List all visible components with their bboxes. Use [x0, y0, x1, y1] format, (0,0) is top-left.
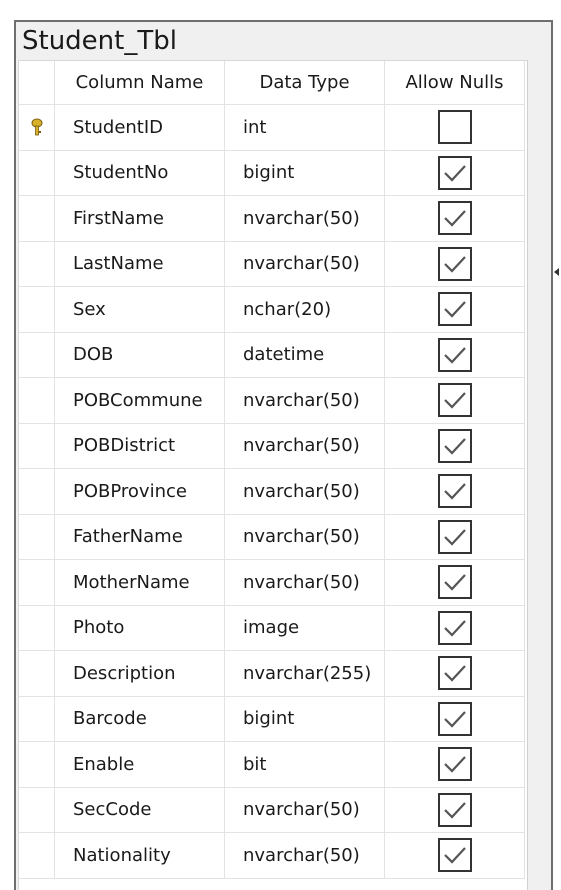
row-selector[interactable]: [19, 742, 55, 788]
column-name-cell[interactable]: Photo: [55, 606, 225, 652]
allow-nulls-checkbox[interactable]: [438, 565, 472, 599]
allow-nulls-checkbox[interactable]: [438, 338, 472, 372]
grid-body: [19, 105, 527, 879]
row-selector[interactable]: [19, 515, 55, 561]
column-name-cell[interactable]: POBProvince: [55, 469, 225, 515]
table-row[interactable]: [19, 697, 527, 743]
column-name-cell[interactable]: FirstName: [55, 196, 225, 242]
allow-nulls-checkbox[interactable]: [438, 474, 472, 508]
allow-nulls-cell: [385, 105, 525, 151]
data-type-cell[interactable]: int: [225, 105, 385, 151]
table-row[interactable]: [19, 378, 527, 424]
allow-nulls-cell: [385, 242, 525, 288]
checkmark-icon: [441, 477, 469, 505]
table-row[interactable]: [19, 196, 527, 242]
column-name-cell[interactable]: DOB: [55, 333, 225, 379]
data-type-cell[interactable]: nvarchar(50): [225, 833, 385, 879]
data-type-cell[interactable]: bit: [225, 742, 385, 788]
data-type-cell[interactable]: nvarchar(50): [225, 378, 385, 424]
table-row[interactable]: [19, 606, 527, 652]
data-type-cell[interactable]: bigint: [225, 151, 385, 197]
row-selector[interactable]: [19, 242, 55, 288]
checkmark-icon: [441, 750, 469, 778]
table-row[interactable]: [19, 469, 527, 515]
checkmark-icon: [441, 796, 469, 824]
row-selector[interactable]: [19, 151, 55, 197]
allow-nulls-checkbox[interactable]: [438, 793, 472, 827]
column-name-cell[interactable]: Barcode: [55, 697, 225, 743]
column-name-cell[interactable]: Sex: [55, 287, 225, 333]
data-type-cell[interactable]: nvarchar(50): [225, 788, 385, 834]
allow-nulls-cell: [385, 378, 525, 424]
table-row[interactable]: [19, 105, 527, 151]
allow-nulls-checkbox[interactable]: [438, 383, 472, 417]
allow-nulls-cell: [385, 515, 525, 561]
grid-header-row: [19, 61, 527, 105]
row-selector[interactable]: [19, 333, 55, 379]
row-selector[interactable]: [19, 651, 55, 697]
allow-nulls-checkbox[interactable]: [438, 520, 472, 554]
row-selector[interactable]: [19, 287, 55, 333]
allow-nulls-checkbox[interactable]: [438, 429, 472, 463]
table-row[interactable]: [19, 287, 527, 333]
checkmark-icon: [441, 705, 469, 733]
checkmark-icon: [441, 841, 469, 869]
table-row[interactable]: [19, 560, 527, 606]
key-icon: [30, 118, 44, 136]
table-row[interactable]: [19, 833, 527, 879]
checkmark-icon: [441, 568, 469, 596]
row-selector[interactable]: [19, 697, 55, 743]
checkmark-icon: [441, 204, 469, 232]
data-type-cell[interactable]: nvarchar(50): [225, 469, 385, 515]
data-type-cell[interactable]: nvarchar(50): [225, 196, 385, 242]
row-selector[interactable]: [19, 560, 55, 606]
data-type-header[interactable]: Data Type: [225, 61, 385, 105]
allow-nulls-checkbox[interactable]: [438, 656, 472, 690]
table-designer-window: [14, 20, 553, 890]
allow-nulls-cell: [385, 469, 525, 515]
allow-nulls-checkbox[interactable]: [438, 247, 472, 281]
data-type-cell[interactable]: image: [225, 606, 385, 652]
row-selector[interactable]: [19, 788, 55, 834]
column-name-cell[interactable]: SecCode: [55, 788, 225, 834]
allow-nulls-checkbox[interactable]: [438, 747, 472, 781]
checkmark-icon: [441, 614, 469, 642]
allow-nulls-cell: [385, 424, 525, 470]
row-selector[interactable]: [19, 105, 55, 151]
table-row[interactable]: [19, 151, 527, 197]
data-type-cell[interactable]: nchar(20): [225, 287, 385, 333]
column-name-cell[interactable]: Nationality: [55, 833, 225, 879]
allow-nulls-cell: [385, 287, 525, 333]
allow-nulls-cell: [385, 196, 525, 242]
checkmark-icon: [441, 250, 469, 278]
table-row[interactable]: [19, 788, 527, 834]
row-selector[interactable]: [19, 378, 55, 424]
allow-nulls-cell: [385, 697, 525, 743]
table-row[interactable]: [19, 333, 527, 379]
row-selector[interactable]: [19, 196, 55, 242]
column-name-cell[interactable]: POBDistrict: [55, 424, 225, 470]
splitter-arrow-icon[interactable]: [554, 268, 559, 276]
allow-nulls-checkbox[interactable]: [438, 201, 472, 235]
column-name-cell[interactable]: POBCommune: [55, 378, 225, 424]
row-selector[interactable]: [19, 606, 55, 652]
table-row[interactable]: [19, 651, 527, 697]
column-name-cell[interactable]: LastName: [55, 242, 225, 288]
data-type-cell[interactable]: nvarchar(50): [225, 424, 385, 470]
allow-nulls-checkbox[interactable]: [438, 838, 472, 872]
row-selector-header: [19, 61, 55, 105]
table-row[interactable]: [19, 424, 527, 470]
row-selector[interactable]: [19, 424, 55, 470]
allow-nulls-checkbox[interactable]: [438, 110, 472, 144]
checkmark-icon: [441, 659, 469, 687]
allow-nulls-cell: [385, 606, 525, 652]
checkmark-icon: [441, 341, 469, 369]
allow-nulls-cell: [385, 742, 525, 788]
checkmark-icon: [441, 523, 469, 551]
column-name-cell[interactable]: MotherName: [55, 560, 225, 606]
allow-nulls-checkbox[interactable]: [438, 156, 472, 190]
column-name-cell[interactable]: Description: [55, 651, 225, 697]
allow-nulls-cell: [385, 788, 525, 834]
column-grid: [18, 60, 528, 890]
allow-nulls-cell: [385, 333, 525, 379]
allow-nulls-header[interactable]: Allow Nulls: [385, 61, 525, 105]
allow-nulls-checkbox[interactable]: [438, 292, 472, 326]
data-type-cell[interactable]: nvarchar(50): [225, 560, 385, 606]
column-name-cell[interactable]: StudentNo: [55, 151, 225, 197]
allow-nulls-cell: [385, 151, 525, 197]
allow-nulls-checkbox[interactable]: [438, 611, 472, 645]
row-selector[interactable]: [19, 833, 55, 879]
table-row[interactable]: [19, 515, 527, 561]
column-name-cell[interactable]: Enable: [55, 742, 225, 788]
checkmark-icon: [441, 386, 469, 414]
allow-nulls-cell: [385, 651, 525, 697]
checkmark-icon: [441, 295, 469, 323]
table-row[interactable]: [19, 742, 527, 788]
checkmark-icon: [441, 159, 469, 187]
data-type-cell[interactable]: nvarchar(50): [225, 242, 385, 288]
data-type-cell[interactable]: nvarchar(255): [225, 651, 385, 697]
data-type-cell[interactable]: bigint: [225, 697, 385, 743]
table-title: Student_Tbl: [22, 26, 177, 56]
allow-nulls-cell: [385, 833, 525, 879]
row-selector[interactable]: [19, 469, 55, 515]
column-name-header[interactable]: Column Name: [55, 61, 225, 105]
allow-nulls-cell: [385, 560, 525, 606]
data-type-cell[interactable]: nvarchar(50): [225, 515, 385, 561]
column-name-cell[interactable]: FatherName: [55, 515, 225, 561]
data-type-cell[interactable]: datetime: [225, 333, 385, 379]
column-name-cell[interactable]: StudentID: [55, 105, 225, 151]
allow-nulls-checkbox[interactable]: [438, 702, 472, 736]
checkmark-icon: [441, 432, 469, 460]
table-row[interactable]: [19, 242, 527, 288]
